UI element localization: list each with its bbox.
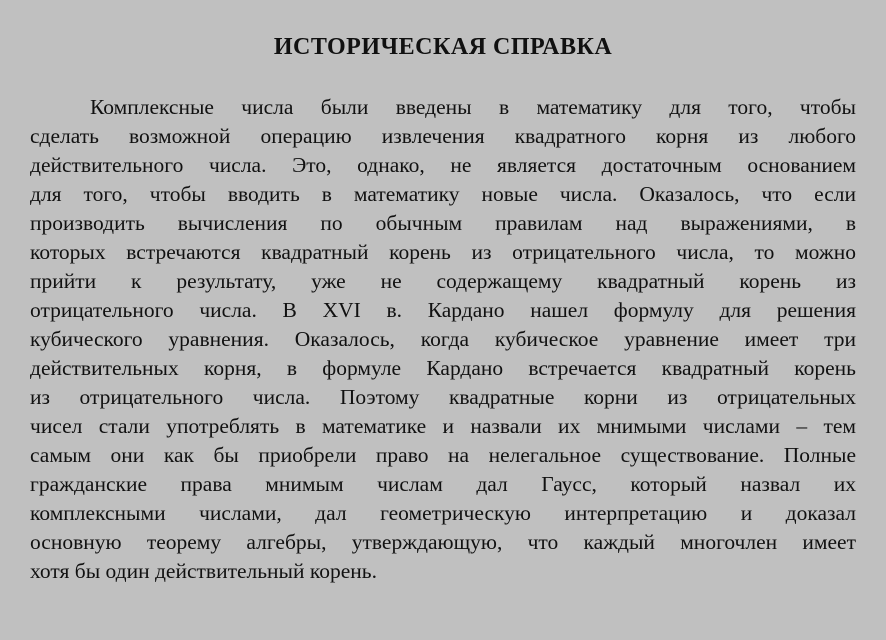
paragraph-line: Комплексные числа были введены в математику для того, чтобы bbox=[90, 95, 856, 119]
paragraph-line: самым они как бы приобрели право на нелегальное существование. Полные bbox=[30, 443, 856, 467]
paragraph-line: производить вычисления по обычным правилам над выражениями, в bbox=[30, 211, 856, 235]
paragraph-line: которых встречаются квадратный корень из отрицательного числа, то можно bbox=[30, 240, 856, 264]
paragraph-line: комплексными числами, дал геометрическую интерпретацию и доказал bbox=[30, 501, 856, 525]
paragraph-line: для того, чтобы вводить в математику новые числа. Оказалось, что если bbox=[30, 182, 856, 206]
history-paragraph bbox=[30, 93, 856, 586]
paragraph-line: хотя бы один действительный корень. bbox=[30, 559, 377, 583]
paragraph-line: из отрицательного числа. Поэтому квадратные корни из отрицательных bbox=[30, 385, 856, 409]
paragraph-line: действительного числа. Это, однако, не является достаточным основанием bbox=[30, 153, 856, 177]
paragraph-line: сделать возможной операцию извлечения квадратного корня из любого bbox=[30, 124, 856, 148]
paragraph-line: гражданские права мнимым числам дал Гаусс, который назвал их bbox=[30, 472, 856, 496]
paragraph-line: кубического уравнения. Оказалось, когда кубическое уравнение имеет три bbox=[30, 327, 856, 351]
paragraph-line: прийти к результату, уже не содержащему квадратный корень из bbox=[30, 269, 856, 293]
paragraph-line: чисел стали употреблять в математике и назвали их мнимыми числами – тем bbox=[30, 414, 856, 438]
paragraph-line: отрицательного числа. В XVI в. Кардано нашел формулу для решения bbox=[30, 298, 856, 322]
paragraph-line: основную теорему алгебры, утверждающую, что каждый многочлен имеет bbox=[30, 530, 856, 554]
page-title: ИСТОРИЧЕСКАЯ СПРАВКА bbox=[273, 34, 613, 60]
paragraph-line: действительных корня, в формуле Кардано встречается квадратный корень bbox=[30, 356, 856, 380]
